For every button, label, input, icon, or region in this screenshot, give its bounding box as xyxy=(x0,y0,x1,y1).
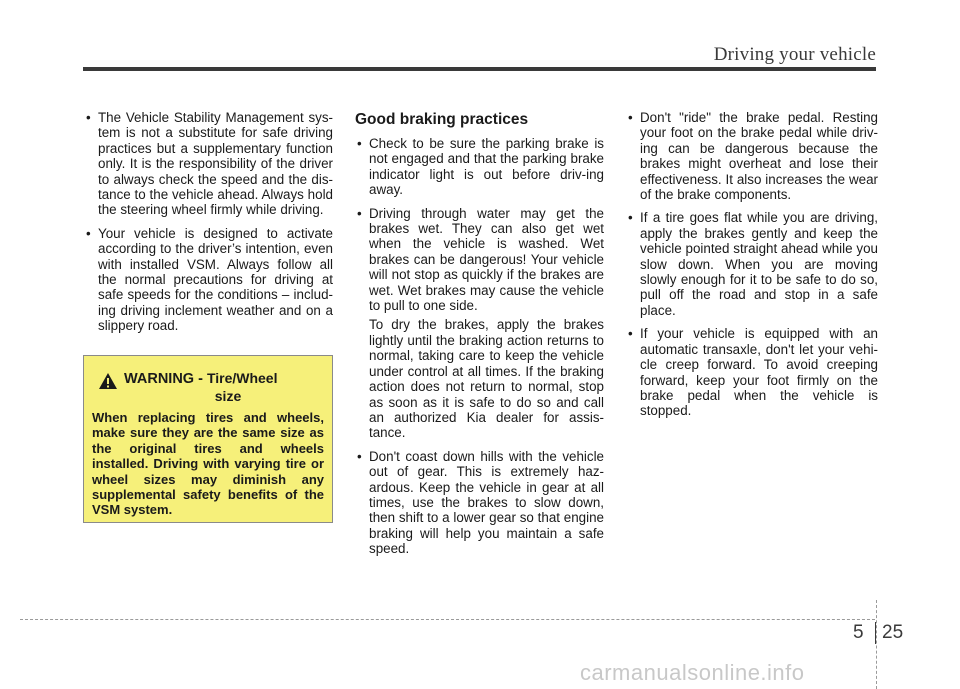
warning-subject-line2: size xyxy=(214,388,242,404)
warning-subject: Tire/Wheel xyxy=(206,370,278,386)
bullet-dot: • xyxy=(628,326,633,342)
right-bullet-list xyxy=(626,110,878,419)
list-item xyxy=(355,449,604,557)
footer-dashed-rule xyxy=(20,619,875,620)
left-column xyxy=(84,110,333,342)
middle-bullet-list xyxy=(355,136,604,557)
list-item-text: Don't "ride" the brake pedal. Resting your foot on the brake pedal while driv-ing can be dangerous because the brakes might overheat and lose their effectiveness. It also increases the wear of the brake components. xyxy=(640,110,878,203)
list-item xyxy=(84,226,333,334)
warning-label: WARNING - xyxy=(124,371,203,387)
list-item xyxy=(355,206,604,441)
bullet-dot: • xyxy=(628,110,633,125)
section-title: Driving your vehicle xyxy=(713,44,876,65)
list-item-text: The Vehicle Stability Management sys-tem is not a substitute for safe driving practices but a supplementary function only. It is the responsibility of the driver to always check the speed and the dis-tance to the vehicle ahead. Always hold the steering wheel firmly while driving. xyxy=(98,110,333,218)
list-item xyxy=(626,110,878,202)
list-item-text: Driving through water may get the brakes wet. They can also get wet when the vehicle is washed. Wet brakes can be dangerous! Your vehicle will not stop as quickly if the brakes are wet. Wet brakes may cause the vehicle to pull to one side. xyxy=(369,205,604,314)
list-item-text: If your vehicle is equipped with an automatic transaxle, don't let your vehi-cle creep forward. To avoid creeping forward, keep your foot firmly on the brake pedal when the vehicle is stopped. xyxy=(640,326,878,419)
list-item xyxy=(626,326,878,418)
warning-triangle-icon xyxy=(98,372,118,390)
bullet-dot: • xyxy=(357,205,362,221)
list-item xyxy=(355,136,604,198)
bullet-dot: • xyxy=(86,110,91,125)
bullet-dot: • xyxy=(357,448,362,464)
page-number: 25 xyxy=(882,622,904,643)
warning-box xyxy=(83,355,333,523)
chapter-number: 5 xyxy=(853,622,864,643)
watermark: carmanualsonline.info xyxy=(580,660,805,685)
list-item-text: Don't coast down hills with the vehicle out of gear. This is extremely haz-ardous. Keep the vehicle in gear at all times, use the brakes to slow down, then shift to a lower gear so that engine braking will help you maintain a safe speed. xyxy=(369,448,604,557)
list-item-text: Your vehicle is designed to activate according to the driver’s intention, even with installed VSM. Always follow all the normal precautions for driving at safe speeds for the conditions – includ-ing driving inclement weather and on a slippery road. xyxy=(98,225,333,334)
list-item xyxy=(84,110,333,218)
page-number-divider xyxy=(875,622,876,644)
footer-vertical-dashed-rule xyxy=(876,600,877,689)
list-item-text: If a tire goes flat while you are driving, apply the brakes gently and keep the vehicle pointed straight ahead while you slow down. When you are moving slowly enough for it to be safe to do so, pull off the road and stop in a safe place. xyxy=(640,210,878,318)
warning-header xyxy=(92,370,324,404)
left-bullet-list xyxy=(84,110,333,334)
section-heading: Good braking practices xyxy=(355,111,529,128)
middle-column xyxy=(355,111,604,565)
bullet-dot: • xyxy=(86,225,91,241)
bullet-dot: • xyxy=(628,210,633,226)
bullet-dot: • xyxy=(357,136,362,151)
right-column xyxy=(626,110,878,427)
warning-text: When replacing tires and wheels, make sure they are the same size as the original tires and wheels installed. Driving with varying tire or wheel sizes may diminish any supplemental safety benefits of the VSM system. xyxy=(92,410,324,518)
list-item xyxy=(626,210,878,318)
warning-title xyxy=(124,370,324,404)
list-item-text: Check to be sure the parking brake is not engaged and that the parking brake indicator light is out before driv-ing away. xyxy=(369,136,604,198)
header-rule xyxy=(83,67,876,71)
list-item-paragraph: To dry the brakes, apply the brakes lightly until the braking action returns to normal, taking care to keep the vehicle under control at all times. If the braking action does not return to normal, stop as soon as it is safe to do so and call an authorized Kia dealer for assis-tance. xyxy=(369,317,604,441)
